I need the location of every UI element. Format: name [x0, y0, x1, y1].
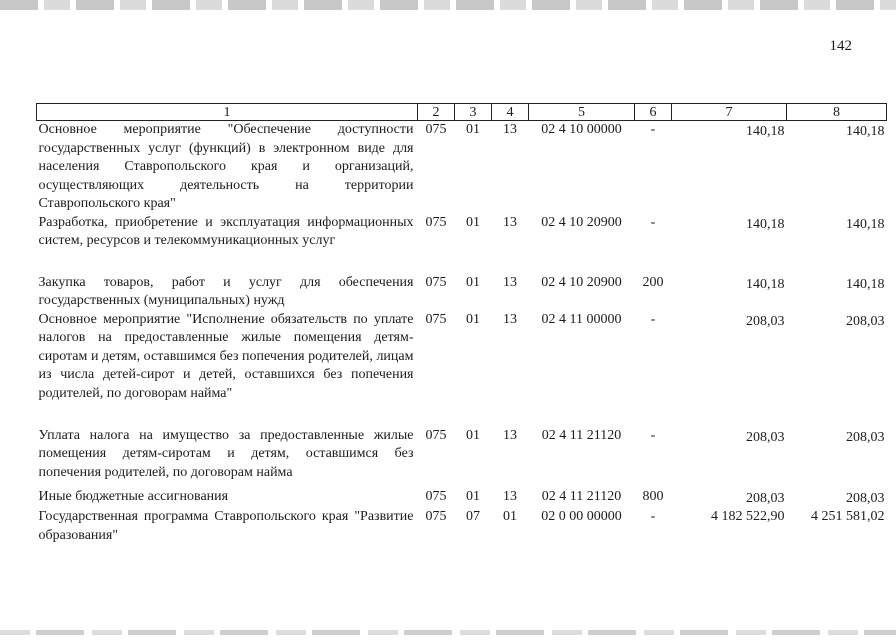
col-header-7: 7 [672, 104, 787, 121]
row-rz: 01 [466, 427, 480, 443]
row-name: Основное мероприятие "Обеспечение доступности государственных услуг (функций) в электронном виде для населения Ставропольского края и организаций, осуществляющих деятельность на территории Ставропольского края" [38, 122, 414, 211]
col-header-8: 8 [787, 104, 887, 121]
header-row [37, 104, 887, 121]
row-ved: 075 [425, 509, 447, 524]
row-name: Уплата налога на имущество за предоставленные жилые помещения детям-сиротам и детям, оставшимся без попечения родителей, по договорам найма [38, 427, 414, 480]
row-sum-1: 208,03 [746, 429, 785, 445]
row-ved: 075 [425, 274, 447, 290]
row-rz: 07 [466, 509, 480, 524]
table-row [37, 508, 887, 546]
row-vr: 800 [642, 488, 664, 504]
row-name: Разработка, приобретение и эксплуатация информационных систем, ресурсов и телекоммуникационных услуг [38, 214, 414, 248]
row-pr: 13 [503, 311, 517, 327]
row-pr: 13 [503, 427, 517, 443]
table-row [37, 427, 887, 488]
row-vr: - [650, 311, 656, 327]
row-sum-1: 140,18 [746, 276, 785, 292]
row-rz: 01 [466, 274, 480, 290]
row-sum-2: 140,18 [846, 124, 885, 139]
row-sum-1: 4 182 522,90 [711, 509, 785, 524]
scan-edge-top [0, 0, 896, 10]
row-name: Иные бюджетные ассигнования [38, 488, 229, 504]
row-vr: - [650, 122, 656, 137]
row-pr: 13 [503, 214, 517, 230]
col-header-2: 2 [418, 104, 455, 121]
row-vr: - [650, 509, 656, 524]
scan-edge-bottom [0, 630, 896, 635]
row-csr: 02 4 10 20900 [541, 214, 622, 230]
row-sum-2: 208,03 [846, 429, 885, 445]
row-sum-1: 208,03 [746, 490, 785, 506]
col-header-3: 3 [455, 104, 492, 121]
row-vr: - [650, 427, 656, 443]
col-header-6: 6 [635, 104, 672, 121]
table-row [37, 274, 887, 311]
row-csr: 02 4 11 00000 [541, 311, 622, 327]
table-row [37, 121, 887, 214]
row-name: Государственная программа Ставропольского края "Развитие образования" [38, 509, 414, 543]
row-rz: 01 [466, 488, 480, 504]
row-sum-2: 208,03 [846, 313, 885, 329]
col-header-1: 1 [37, 104, 418, 121]
row-sum-2: 4 251 581,02 [811, 509, 885, 524]
row-csr: 02 4 10 00000 [541, 122, 622, 137]
page-number: 142 [829, 38, 852, 54]
row-name: Основное мероприятие "Исполнение обязательств по уплате налогов на предоставленные жилые помещения детям-сиротам и детям, оставшимся без попечения родителей, лицам из числа детей-сирот и детей, оставшихся без попечения родителей, по договорам найма" [38, 311, 414, 401]
row-rz: 01 [466, 122, 480, 137]
budget-table [36, 103, 887, 546]
row-pr: 13 [503, 122, 517, 137]
row-name: Закупка товаров, работ и услуг для обеспечения государственных (муниципальных) нужд [38, 274, 414, 308]
table-row [37, 488, 887, 509]
row-rz: 01 [466, 311, 480, 327]
row-ved: 075 [425, 122, 447, 137]
row-sum-1: 140,18 [746, 216, 785, 232]
col-header-4: 4 [492, 104, 529, 121]
row-sum-2: 140,18 [846, 216, 885, 232]
row-sum-1: 208,03 [746, 313, 785, 329]
row-csr: 02 4 11 21120 [541, 427, 622, 443]
row-rz: 01 [466, 214, 480, 230]
row-pr: 01 [503, 509, 517, 524]
row-vr: - [650, 214, 656, 230]
col-header-5: 5 [529, 104, 635, 121]
row-csr: 02 0 00 00000 [541, 509, 622, 524]
row-vr: 200 [642, 274, 664, 290]
row-csr: 02 4 11 21120 [541, 488, 622, 504]
row-csr: 02 4 10 20900 [541, 274, 622, 290]
row-ved: 075 [425, 488, 447, 504]
row-pr: 13 [503, 274, 517, 290]
row-ved: 075 [425, 214, 447, 230]
row-sum-1: 140,18 [746, 124, 785, 139]
row-pr: 13 [503, 488, 517, 504]
row-ved: 075 [425, 311, 447, 327]
table-row [37, 214, 887, 274]
row-sum-2: 140,18 [846, 276, 885, 292]
row-sum-2: 208,03 [846, 490, 885, 506]
row-ved: 075 [425, 427, 447, 443]
table-row [37, 311, 887, 427]
